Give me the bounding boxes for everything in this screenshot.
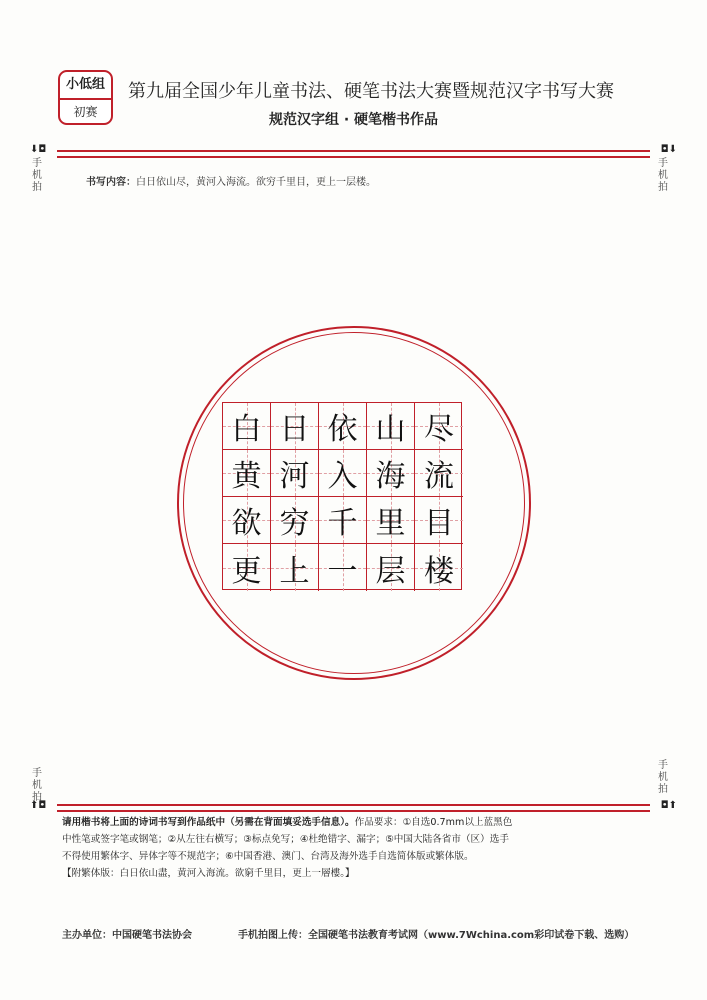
camera-icon: ◘⬇ [660,144,677,155]
grid-char: 入 [327,459,358,494]
writing-content-label: 书写内容： [86,177,136,188]
grid-char: 白 [231,412,262,447]
grid-cell [223,544,271,591]
grid-cell [415,403,463,450]
grid-cell [223,450,271,497]
grid-cell [367,544,415,591]
top-divider [57,150,650,158]
badge-group-label: 小低组 [60,72,111,100]
grid-char: 海 [375,459,406,494]
calligraphy-grid [222,402,462,590]
upload-info-text: 手机拍图上传：全国硬笔书法教育考试网（www.7Wchina.com彩印试卷下载、选购） [238,930,635,941]
grid-cell [415,450,463,497]
grid-char: 里 [375,506,406,541]
grid-cell [367,450,415,497]
side-label-bottom-left: 手机拍 [32,768,42,803]
grid-cell [223,497,271,544]
writing-content-text: 白日依山尽，黄河入海流。欲穷千里目，更上一层楼。 [136,177,376,188]
grid-cell [367,497,415,544]
grid-cell [319,544,367,591]
instructions-lead: 请用楷书将上面的诗词书写到作品纸中（另需在背面填妥选手信息）。 [62,817,355,828]
grid-char: 欲 [231,506,262,541]
grid-char: 千 [327,506,358,541]
writing-content [86,173,376,188]
camera-icon: ◘⬆ [660,800,677,811]
grid-cell [271,497,319,544]
camera-icon: ⬇◘ [30,144,47,155]
grid-cell [223,403,271,450]
side-label-bottom-right: 手机拍 [658,760,668,795]
instructions-line: 不得使用繁体字、异体字等不规范字；⑥中国香港、澳门、台湾及海外选手自选简体版或繁体版。 [62,851,474,862]
grid-char: 黄 [231,459,262,494]
instructions-requirements: 作品要求：①自选0.7mm以上蓝黑色 [354,817,513,828]
page-title: 第九届全国少年儿童书法、硬笔书法大赛暨规范汉字书写大赛 [128,81,614,102]
instructions-line-traditional: 【附繁体版：白日依山盡，黄河入海流。欲窮千里目，更上一層樓。】 [62,868,355,879]
grid-cell [319,497,367,544]
instructions-line: 中性笔或签字笔或钢笔；②从左往右横写；③标点免写；④杜绝错字、漏字；⑤中国大陆各省市（区）选手 [62,834,509,845]
grid-cell [271,403,319,450]
grid-char: 尽 [424,412,454,447]
grid-char: 层 [375,553,406,589]
grid-char: 流 [424,459,454,494]
grid-cell [415,497,463,544]
bottom-divider [57,804,650,812]
instructions-line [62,814,637,831]
organizer-text: 主办单位：中国硬笔书法协会 [62,930,192,941]
grid-cell [319,450,367,497]
side-label-top-right: 手机拍 [658,158,668,193]
grid-char: 穷 [279,506,310,541]
grid-char: 上 [279,553,310,589]
side-label-top-left: 手机拍 [32,158,42,193]
grid-char: 依 [327,412,358,447]
instructions-block [62,814,637,882]
grid-char: 日 [279,412,310,447]
grid-char: 更 [231,553,262,589]
grid-cell [271,450,319,497]
grid-cell [271,544,319,591]
grid-cell [367,403,415,450]
grid-char: 山 [375,412,406,447]
page-subtitle: 规范汉字组 · 硬笔楷书作品 [268,112,439,128]
badge-round-label: 初赛 [73,105,98,119]
grid-char: 一 [327,553,358,589]
grid-char: 目 [424,506,454,541]
grid-char: 河 [279,459,310,494]
camera-icon: ⬆◘ [30,800,47,811]
grid-char: 楼 [424,553,454,589]
grid-cell [415,544,463,591]
grid-cell [319,403,367,450]
